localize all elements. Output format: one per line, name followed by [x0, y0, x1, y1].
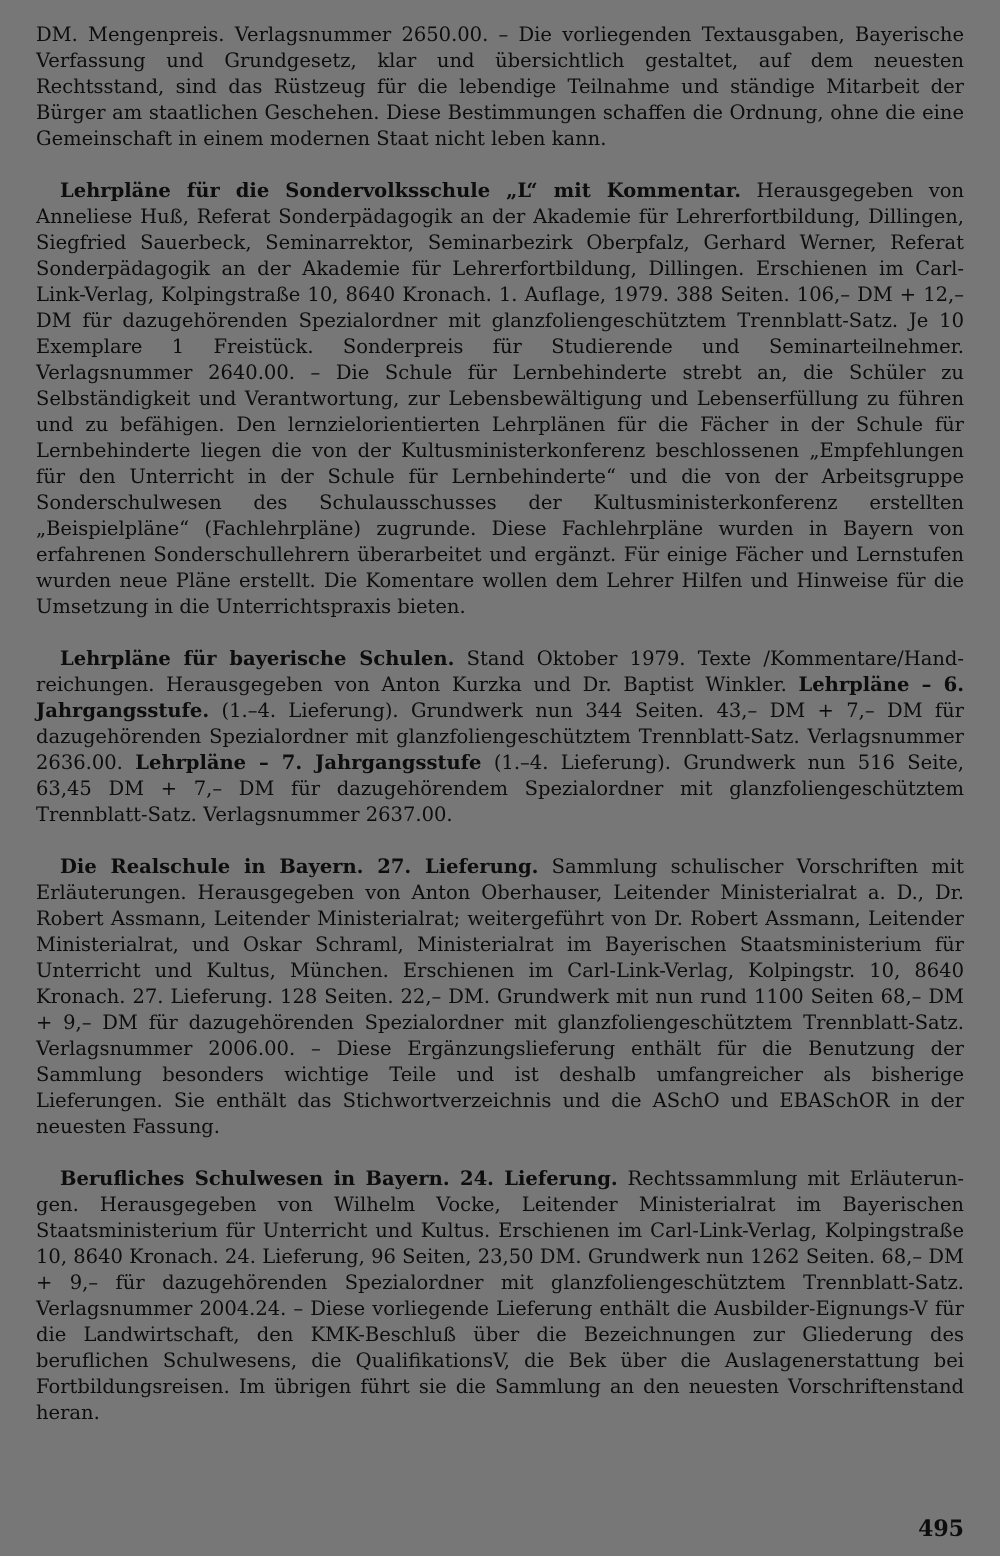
entry-title: Die Realschule in Bayern. 27. Lieferung.	[60, 855, 539, 878]
entry-verfassung-continuation	[36, 22, 964, 152]
entry-text: DM. Mengenpreis. Verlagsnummer 2650.00. – Die vorliegenden Textausgaben, Bayerische Verfassung und Grundgesetz, klar und übersichtlich gestaltet, auf dem neuesten Rechtsstand, sind das Rüstzeug für die lebendige Teilnahme und ständige Mitarbeit der Bürger am staatlichen Geschehen. Diese Bestimmungen schaffen die Ordnung, ohne die eine Gemeinschaft in einem modernen Staat nicht leben kann.	[36, 23, 964, 150]
entry-title: Lehrpläne für die Sondervolksschule „L“ mit Kommentar.	[60, 179, 742, 202]
entry-berufliches-schulwesen	[36, 1166, 964, 1426]
entry-subtitle: Lehrpläne – 6. Jahrgangsstufe.	[36, 673, 965, 722]
entry-lehrplaene-bayerische-schulen	[36, 646, 964, 828]
entry-text: Herausgegeben von Anneliese Huß, Referat Sonderpädagogik an der Akademie für Lehrerfortbildung, Dillingen, Siegfried Sauerbeck, Seminarrektor, Seminarbezirk Oberpfalz, Gerhard Werner, Referat Sonderpädagogik an der Akademie für Lehrerfortbildung, Dillingen. Erschienen im Carl-Link-Verlag, Kolpingstraße 10, 8640 Kronach. 1. Auflage, 1979. 388 Seiten. 106,– DM + 12,– DM für dazugehörenden Spezialordner mit glanzfoliengeschütztem Trennblatt-Satz. Je 10 Exemplare 1 Freistück. Sonderpreis für Studierende und Seminarteilnehmer. Verlagsnummer 2640.00. – Die Schule für Lernbehinderte strebt an, die Schüler zu Selbständigkeit und Verantwortung, zur Lebensbewältigung und Lebenserfüllung zu führen und zu befähigen. Den lernzielorientierten Lehrplänen für die Fächer in der Schule für Lernbehinderte liegen die von der Kultusministerkonferenz beschlossenen „Empfehlungen für den Unterricht in der Schule für Lernbehinderte“ und die von der Arbeitsgruppe Sonderschulwesen des Schulausschusses der Kultusministerkonferenz erstellten „Beispielpläne“ (Fachlehrpläne) zugrunde. Diese Fachlehrpläne wurden in Bayern von erfahrenen Sonderschullehrern überarbeitet und ergänzt. Für einige Fächer und Lernstufen wurden neue Pläne erstellt. Die Komentare wollen dem Lehrer Hilfen und Hinweise für die Umsetzung in die Unterrichtspraxis bieten.	[36, 179, 965, 618]
page-body	[36, 22, 964, 1452]
entry-title: Lehrpläne für bayerische Schulen.	[60, 647, 455, 670]
entry-lehrplaene-sondervolksschule	[36, 178, 964, 620]
entry-text: Sammlung schulischer Vorschriften mit Erläuterungen. Herausgegeben von Anton Oberhauser, Leitender Ministerialrat a. D., Dr. Robert Assmann, Leitender Ministerialrat; weitergeführt von Dr. Robert Assmann, Leitender Ministerialrat, und Oskar Schraml, Ministerialrat im Bayerischen Staatsministerium für Unterricht und Kultus, München. Erschienen im Carl-Link-Verlag, Kolpingstr. 10, 8640 Kronach. 27. Lieferung. 128 Seiten. 22,– DM. Grundwerk mit nun rund 1100 Seiten 68,– DM + 9,– DM für dazugehörenden Spezialordner mit glanzfoliengeschütztem Trennblatt-Satz. Verlagsnummer 2006.00. – Diese Ergänzungslieferung enthält für die Benutzung der Sammlung besonders wichtige Teile und ist deshalb umfangreicher als bisherige Lieferungen. Sie enthält das Stichwortverzeichnis und die ASchO und EBASchOR in der neuesten Fassung.	[36, 855, 965, 1138]
entry-text: (1.–4. Lieferung). Grundwerk nun 516 Seite, 63,45 DM + 7,– DM für dazugehörendem Spezialordner mit glanzfoliengeschütztem Trennblatt-Satz. Verlagsnummer 2637.00.	[36, 751, 965, 826]
entry-subtitle: Lehrpläne – 7. Jahrgangsstufe	[135, 751, 482, 774]
entry-text: (1.–4. Lieferung). Grundwerk nun 344 Seiten. 43,– DM + 7,– DM für dazugehörenden Spezialordner mit glanzfoliengeschütztem Trennblatt-Satz. Verlagsnummer 2636.00.	[36, 699, 964, 774]
entry-realschule-in-bayern	[36, 854, 964, 1140]
entry-text: Stand Oktober 1979. Texte /Kommentare/Handreichungen. Herausgegeben von Anton Kurzka und Dr. Baptist Winkler.	[36, 647, 964, 696]
entry-text: Rechtssammlung mit Erläuterungen. Herausgegeben von Wilhelm Vocke, Leitender Ministerialrat im Bayerischen Staatsministerium für Unterricht und Kultus. Erschienen im Carl-Link-Verlag, Kolpingstraße 10, 8640 Kronach. 24. Lieferung, 96 Seiten, 23,50 DM. Grundwerk nun 1262 Seiten. 68,– DM + 9,– für dazugehörenden Spezialordner mit glanzfoliengeschütztem Trennblatt-Satz. Verlagsnummer 2004.24. – Diese vorliegende Lieferung enthält die Ausbilder-Eignungs-V für die Landwirtschaft, den KMK-Beschluß über die Bezeichnungen zur Gliederung des beruflichen Schulwesens, die QualifikationsV, die Bek über die Auslagenerstattung bei Fortbildungsreisen. Im übrigen führt sie die Sammlung an den neuesten Vorschriftenstand heran.	[36, 1167, 964, 1424]
entry-title: Berufliches Schulwesen in Bayern. 24. Lieferung.	[60, 1167, 618, 1190]
page-number: 495	[918, 1516, 964, 1542]
